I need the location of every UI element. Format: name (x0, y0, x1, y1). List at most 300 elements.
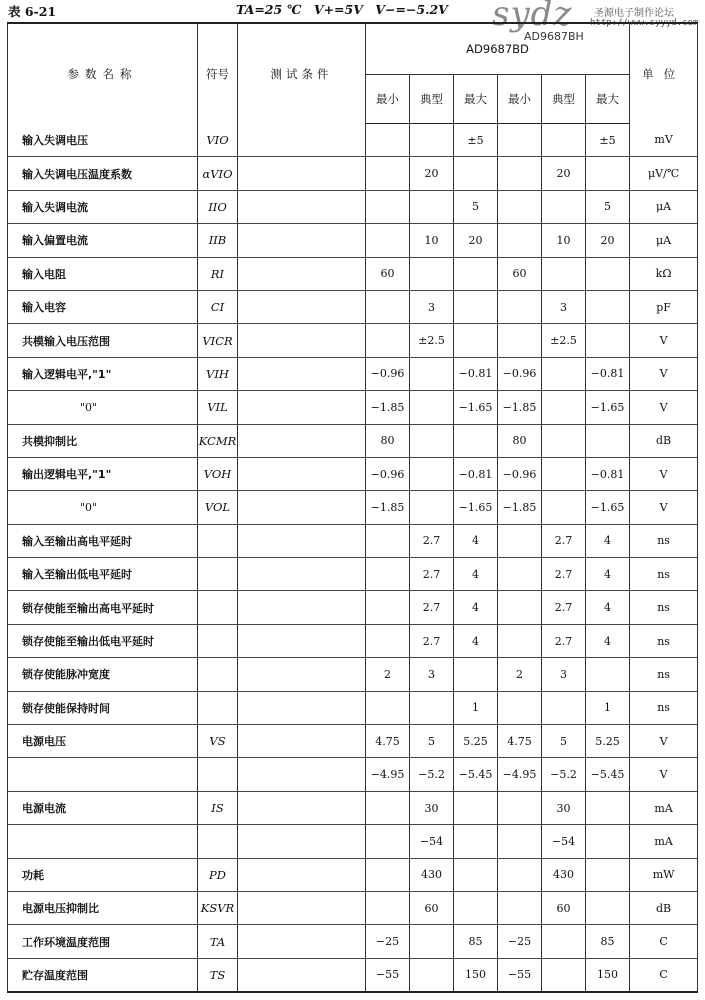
min-value-cell: −1.85 (498, 491, 542, 524)
unit-cell: pF (630, 290, 698, 323)
max-value-cell: 85 (454, 925, 498, 958)
test-condition-cell (238, 424, 366, 457)
unit-cell: ns (630, 524, 698, 557)
symbol-cell (198, 658, 238, 691)
table-row (8, 157, 698, 190)
table-row (8, 658, 698, 691)
max-value-cell: 5.25 (454, 725, 498, 758)
typ-value-cell: 3 (410, 658, 454, 691)
param-name-cell: 共模抑制比 (8, 424, 198, 457)
param-name-cell: 锁存使能至输出高电平延时 (8, 591, 198, 624)
min-value-cell (366, 858, 410, 891)
param-name-cell (8, 825, 198, 858)
typ-value-cell: 30 (410, 791, 454, 824)
min-value-cell (366, 290, 410, 323)
symbol-cell: VIL (198, 391, 238, 424)
unit-cell: V (630, 457, 698, 490)
max-value-cell: 5 (586, 190, 630, 223)
test-condition-cell (238, 825, 366, 858)
typ-value-cell: −54 (410, 825, 454, 858)
test-condition-cell (238, 190, 366, 223)
max-value-cell: 150 (454, 958, 498, 992)
min-value-cell (366, 558, 410, 591)
table-row (8, 925, 698, 958)
max-value-cell (586, 290, 630, 323)
min-value-cell: 60 (366, 257, 410, 290)
table-caption (8, 2, 488, 22)
typ-value-cell: 20 (410, 157, 454, 190)
test-condition-cell (238, 925, 366, 958)
min-value-cell (498, 558, 542, 591)
typ-value-cell: −5.2 (542, 758, 586, 791)
param-name-cell: 工作环境温度范围 (8, 925, 198, 958)
test-condition-cell (238, 224, 366, 257)
test-condition-cell (238, 958, 366, 992)
param-name-cell (8, 758, 198, 791)
table-row (8, 257, 698, 290)
typ-value-cell (410, 190, 454, 223)
min-value-cell: −0.96 (366, 357, 410, 390)
min-value-cell: −55 (498, 958, 542, 992)
symbol-cell: VICR (198, 324, 238, 357)
max-value-cell (454, 791, 498, 824)
min-value-cell: −4.95 (366, 758, 410, 791)
unit-cell: mA (630, 825, 698, 858)
unit-cell: mA (630, 791, 698, 824)
typ-value-cell: 30 (542, 791, 586, 824)
param-name-cell: 输入至输出低电平延时 (8, 558, 198, 591)
max-value-cell (454, 157, 498, 190)
symbol-cell (198, 691, 238, 724)
typ-value-cell (410, 257, 454, 290)
max-value-cell (454, 290, 498, 323)
param-name-cell: "0" (8, 491, 198, 524)
max-value-cell: −5.45 (454, 758, 498, 791)
unit-cell: ns (630, 558, 698, 591)
unit-cell: μV/℃ (630, 157, 698, 190)
watermark-url: http://www.syyyd.com (590, 18, 699, 28)
max-value-cell: 4 (454, 524, 498, 557)
test-condition-cell (238, 290, 366, 323)
typ-value-cell: ±2.5 (542, 324, 586, 357)
typ-value-cell (542, 357, 586, 390)
param-name-cell: 贮存温度范围 (8, 958, 198, 992)
table-row (8, 791, 698, 824)
min-value-cell (498, 224, 542, 257)
test-condition-cell (238, 758, 366, 791)
table-row (8, 324, 698, 357)
symbol-cell: KCMR (198, 424, 238, 457)
test-condition-header: 测试条件 (238, 23, 366, 124)
test-condition-cell (238, 157, 366, 190)
test-condition-cell (238, 257, 366, 290)
test-condition-cell (238, 324, 366, 357)
max-value-cell (454, 891, 498, 924)
max-value-cell (586, 858, 630, 891)
symbol-cell: TS (198, 958, 238, 992)
symbol-cell: KSVR (198, 891, 238, 924)
symbol-cell: CI (198, 290, 238, 323)
param-name-cell: 输入失调电流 (8, 190, 198, 223)
max-value-cell (454, 858, 498, 891)
min-value-cell (366, 891, 410, 924)
table-row (8, 457, 698, 490)
min-value-cell: −0.96 (498, 357, 542, 390)
symbol-cell: VOH (198, 457, 238, 490)
table-row (8, 591, 698, 624)
param-name-cell: 电源电流 (8, 791, 198, 824)
typ-value-cell: 60 (542, 891, 586, 924)
typ-value-cell (542, 958, 586, 992)
symbol-cell: VIO (198, 124, 238, 157)
max-value-cell: 4 (586, 591, 630, 624)
unit-cell: V (630, 758, 698, 791)
max-value-cell: 4 (454, 591, 498, 624)
table-number: 表 6-21 (8, 4, 57, 19)
min-value-cell: 60 (498, 257, 542, 290)
param-name-cell: 输出逻辑电平,"1" (8, 457, 198, 490)
min-value-cell: −0.96 (366, 457, 410, 490)
min-value-cell (366, 224, 410, 257)
min-value-cell (498, 324, 542, 357)
max-value-cell: 5 (454, 190, 498, 223)
typ-value-cell: −5.2 (410, 758, 454, 791)
min-value-cell (498, 290, 542, 323)
min-value-cell (366, 691, 410, 724)
max-value-cell: 150 (586, 958, 630, 992)
test-condition-cell (238, 491, 366, 524)
typ-value-cell: 2.7 (410, 524, 454, 557)
unit-cell: mW (630, 858, 698, 891)
typ-value-cell: 2.7 (542, 558, 586, 591)
max-value-cell: −5.45 (586, 758, 630, 791)
min-value-cell (366, 524, 410, 557)
min-value-cell (498, 825, 542, 858)
typ-value-cell: ±2.5 (410, 324, 454, 357)
min-value-cell (498, 791, 542, 824)
max-value-cell (454, 825, 498, 858)
symbol-cell: TA (198, 925, 238, 958)
symbol-cell (198, 591, 238, 624)
typ-value-cell (410, 357, 454, 390)
max-value-cell (454, 658, 498, 691)
typ-value-cell: 430 (542, 858, 586, 891)
min-value-cell (498, 124, 542, 157)
symbol-cell (198, 825, 238, 858)
max-value-cell (586, 157, 630, 190)
symbol-cell: αVIO (198, 157, 238, 190)
param-name-cell: 功耗 (8, 858, 198, 891)
param-name-cell: 共模输入电压范围 (8, 324, 198, 357)
table-row (8, 758, 698, 791)
min-header: 最小 (498, 75, 542, 124)
max-value-cell: −0.81 (454, 357, 498, 390)
param-name-cell: 锁存使能至输出低电平延时 (8, 624, 198, 657)
unit-cell: V (630, 491, 698, 524)
param-name-cell: 输入至输出高电平延时 (8, 524, 198, 557)
unit-cell: V (630, 357, 698, 390)
unit-cell: kΩ (630, 257, 698, 290)
typ-value-cell: 10 (542, 224, 586, 257)
min-value-cell (366, 591, 410, 624)
unit-cell: ns (630, 658, 698, 691)
test-condition-cell (238, 357, 366, 390)
test-condition-cell (238, 725, 366, 758)
typ-value-cell: 3 (542, 290, 586, 323)
typ-value-cell (542, 190, 586, 223)
unit-cell: C (630, 958, 698, 992)
typ-value-cell (410, 958, 454, 992)
min-value-cell (498, 691, 542, 724)
max-value-cell: 20 (454, 224, 498, 257)
min-value-cell: −55 (366, 958, 410, 992)
typ-value-cell (410, 691, 454, 724)
unit-cell: V (630, 725, 698, 758)
max-value-cell: 1 (454, 691, 498, 724)
max-value-cell: 5.25 (586, 725, 630, 758)
table-row (8, 858, 698, 891)
max-value-cell: 4 (454, 558, 498, 591)
condition-vminus: V−=−5.2V (375, 2, 448, 17)
table-row (8, 891, 698, 924)
typ-header: 典型 (542, 75, 586, 124)
max-value-cell (454, 324, 498, 357)
unit-cell: mV (630, 124, 698, 157)
table-row (8, 224, 698, 257)
max-value-cell (586, 825, 630, 858)
max-value-cell: 1 (586, 691, 630, 724)
min-value-cell: 4.75 (498, 725, 542, 758)
symbol-cell (198, 758, 238, 791)
typ-value-cell: 5 (542, 725, 586, 758)
min-value-cell (366, 157, 410, 190)
param-name-cell: 输入电容 (8, 290, 198, 323)
typ-value-cell: −54 (542, 825, 586, 858)
max-value-cell: 20 (586, 224, 630, 257)
table-row (8, 725, 698, 758)
min-value-cell (498, 891, 542, 924)
max-value-cell (586, 257, 630, 290)
max-value-cell (586, 791, 630, 824)
test-condition-cell (238, 658, 366, 691)
min-value-cell (498, 624, 542, 657)
table-row (8, 124, 698, 157)
typ-value-cell (542, 457, 586, 490)
test-conditions (236, 2, 456, 17)
test-condition-cell (238, 591, 366, 624)
max-value-cell: 4 (454, 624, 498, 657)
test-condition-cell (238, 457, 366, 490)
unit-cell: ns (630, 591, 698, 624)
typ-value-cell: 3 (542, 658, 586, 691)
condition-temperature: TA=25 ℃ (236, 2, 302, 17)
typ-value-cell: 430 (410, 858, 454, 891)
typ-value-cell (410, 925, 454, 958)
unit-cell: ns (630, 691, 698, 724)
param-name-header: 参数名称 (8, 23, 198, 124)
spec-table-body (8, 124, 698, 993)
symbol-cell (198, 524, 238, 557)
param-name-cell: 输入电阻 (8, 257, 198, 290)
param-name-cell: "0" (8, 391, 198, 424)
min-value-cell (366, 624, 410, 657)
table-row (8, 190, 698, 223)
symbol-cell (198, 558, 238, 591)
min-value-cell (366, 825, 410, 858)
table-row (8, 391, 698, 424)
watermark-logo: sydz (492, 0, 573, 34)
unit-cell: dB (630, 424, 698, 457)
table-row (8, 691, 698, 724)
min-value-cell: 2 (366, 658, 410, 691)
max-value-cell: 4 (586, 624, 630, 657)
min-value-cell (366, 190, 410, 223)
max-value-cell (586, 324, 630, 357)
test-condition-cell (238, 791, 366, 824)
max-header: 最大 (454, 75, 498, 124)
max-value-cell: −1.65 (454, 491, 498, 524)
max-value-cell (586, 424, 630, 457)
max-value-cell: −1.65 (586, 391, 630, 424)
typ-value-cell (410, 424, 454, 457)
min-value-cell: 80 (498, 424, 542, 457)
typ-value-cell: 10 (410, 224, 454, 257)
max-value-cell (454, 257, 498, 290)
table-row (8, 424, 698, 457)
watermark-site-name: 圣源电子制作论坛 (594, 8, 674, 19)
min-value-cell (498, 591, 542, 624)
unit-cell: μA (630, 190, 698, 223)
max-value-cell: −1.65 (454, 391, 498, 424)
max-value-cell: −0.81 (454, 457, 498, 490)
min-value-cell (366, 324, 410, 357)
symbol-header: 符号 (198, 23, 238, 124)
min-value-cell: 4.75 (366, 725, 410, 758)
max-value-cell: 85 (586, 925, 630, 958)
min-header: 最小 (366, 75, 410, 124)
min-value-cell: −4.95 (498, 758, 542, 791)
unit-cell: ns (630, 624, 698, 657)
typ-value-cell (542, 257, 586, 290)
typ-value-cell: 2.7 (542, 524, 586, 557)
min-value-cell: 2 (498, 658, 542, 691)
symbol-cell: VS (198, 725, 238, 758)
param-name-cell: 电源电压抑制比 (8, 891, 198, 924)
max-value-cell: −0.81 (586, 357, 630, 390)
max-value-cell: 4 (586, 558, 630, 591)
typ-value-cell: 2.7 (542, 591, 586, 624)
typ-value-cell (542, 124, 586, 157)
typ-value-cell: 2.7 (542, 624, 586, 657)
table-row (8, 958, 698, 992)
table-row (8, 624, 698, 657)
test-condition-cell (238, 524, 366, 557)
typ-header: 典型 (410, 75, 454, 124)
typ-value-cell: 2.7 (410, 558, 454, 591)
typ-value-cell (542, 691, 586, 724)
typ-value-cell (410, 124, 454, 157)
typ-value-cell (410, 491, 454, 524)
unit-cell: C (630, 925, 698, 958)
param-name-cell: 输入逻辑电平,"1" (8, 357, 198, 390)
test-condition-cell (238, 124, 366, 157)
table-row (8, 491, 698, 524)
table-row (8, 825, 698, 858)
min-value-cell: −1.85 (366, 491, 410, 524)
typ-value-cell (410, 391, 454, 424)
symbol-cell: IS (198, 791, 238, 824)
param-name-cell: 锁存使能脉冲宽度 (8, 658, 198, 691)
table-row (8, 357, 698, 390)
unit-header: 单位 (630, 23, 698, 124)
symbol-cell: VOL (198, 491, 238, 524)
min-value-cell (498, 190, 542, 223)
max-value-cell: −0.81 (586, 457, 630, 490)
typ-value-cell (410, 457, 454, 490)
min-value-cell: −0.96 (498, 457, 542, 490)
min-value-cell: −25 (366, 925, 410, 958)
second-model-label: AD9687BH (524, 30, 584, 43)
typ-value-cell: 2.7 (410, 591, 454, 624)
max-value-cell: ±5 (454, 124, 498, 157)
test-condition-cell (238, 891, 366, 924)
test-condition-cell (238, 391, 366, 424)
max-value-cell: 4 (586, 524, 630, 557)
model-header: AD9687BD (366, 23, 630, 75)
min-value-cell (498, 157, 542, 190)
typ-value-cell: 60 (410, 891, 454, 924)
condition-vplus: V+=5V (313, 2, 363, 17)
unit-cell: dB (630, 891, 698, 924)
param-name-cell: 输入失调电压 (8, 124, 198, 157)
min-value-cell: −25 (498, 925, 542, 958)
test-condition-cell (238, 558, 366, 591)
param-name-cell: 输入失调电压温度系数 (8, 157, 198, 190)
symbol-cell: RI (198, 257, 238, 290)
max-value-cell: −1.65 (586, 491, 630, 524)
spec-table (7, 22, 698, 993)
test-condition-cell (238, 624, 366, 657)
min-value-cell (498, 858, 542, 891)
test-condition-cell (238, 691, 366, 724)
unit-cell: V (630, 391, 698, 424)
table-row (8, 524, 698, 557)
min-value-cell: −1.85 (498, 391, 542, 424)
symbol-cell (198, 624, 238, 657)
typ-value-cell (542, 424, 586, 457)
min-value-cell: −1.85 (366, 391, 410, 424)
max-header: 最大 (586, 75, 630, 124)
typ-value-cell (542, 491, 586, 524)
min-value-cell (498, 524, 542, 557)
min-value-cell (366, 124, 410, 157)
typ-value-cell: 20 (542, 157, 586, 190)
max-value-cell (454, 424, 498, 457)
max-value-cell (586, 891, 630, 924)
param-name-cell: 锁存使能保持时间 (8, 691, 198, 724)
symbol-cell: IIO (198, 190, 238, 223)
param-name-cell: 电源电压 (8, 725, 198, 758)
test-condition-cell (238, 858, 366, 891)
table-row (8, 558, 698, 591)
table-row (8, 290, 698, 323)
typ-value-cell: 5 (410, 725, 454, 758)
max-value-cell: ±5 (586, 124, 630, 157)
typ-value-cell (542, 391, 586, 424)
max-value-cell (586, 658, 630, 691)
typ-value-cell: 3 (410, 290, 454, 323)
symbol-cell: PD (198, 858, 238, 891)
